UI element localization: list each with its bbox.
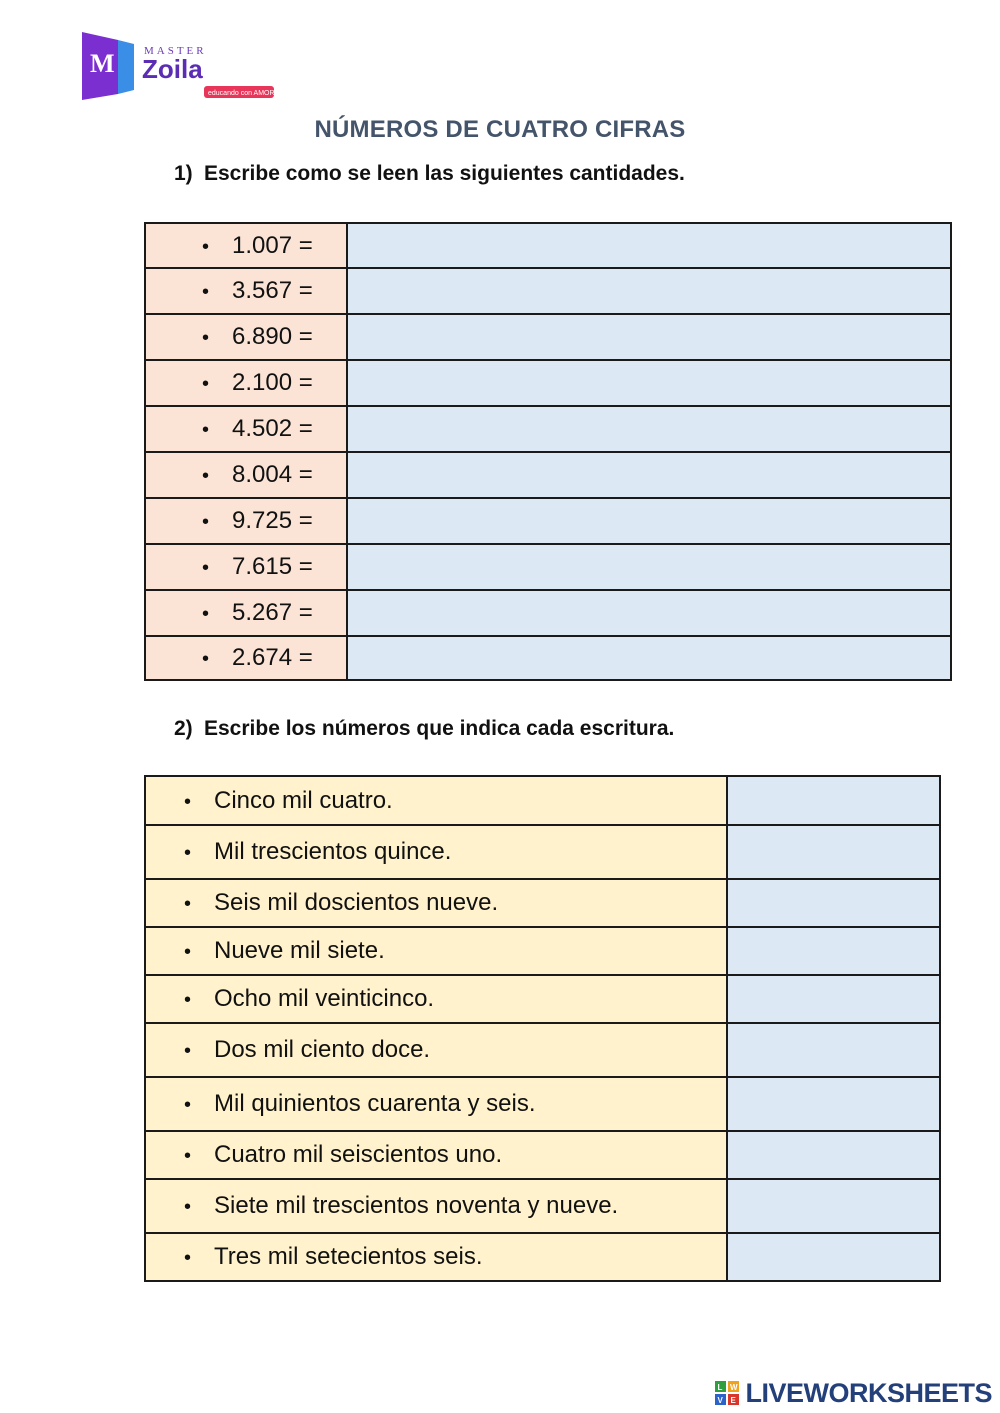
answer-field[interactable] bbox=[727, 1179, 940, 1233]
bullet-icon: • bbox=[184, 1196, 192, 1218]
logo-monogram: M bbox=[90, 49, 115, 78]
bullet-icon: • bbox=[202, 373, 210, 395]
bullet-icon: • bbox=[184, 893, 192, 915]
bullet-icon: • bbox=[202, 419, 210, 441]
answer-field[interactable] bbox=[727, 1233, 940, 1281]
svg-text:E: E bbox=[730, 1396, 737, 1405]
table-row bbox=[145, 452, 951, 498]
liveworksheets-watermark[interactable] bbox=[715, 1379, 992, 1407]
number-label: 4.502 = bbox=[232, 415, 313, 442]
bullet-icon: • bbox=[184, 989, 192, 1011]
bullet-icon: • bbox=[202, 327, 210, 349]
bullet-icon: • bbox=[184, 790, 192, 813]
section1-table bbox=[144, 222, 952, 681]
answer-field[interactable] bbox=[347, 544, 951, 590]
table-row bbox=[145, 1023, 940, 1077]
number-label: 5.267 = bbox=[232, 599, 313, 626]
word-label: Cuatro mil seiscientos uno. bbox=[214, 1141, 503, 1168]
logo-top-text: MASTER bbox=[144, 45, 207, 57]
svg-text:V: V bbox=[717, 1396, 724, 1405]
table-row bbox=[145, 406, 951, 452]
table-row bbox=[145, 544, 951, 590]
bullet-icon: • bbox=[202, 235, 210, 258]
answer-field[interactable] bbox=[347, 498, 951, 544]
table-row bbox=[145, 498, 951, 544]
table-row bbox=[145, 1131, 940, 1179]
section1-number: 1) bbox=[174, 162, 193, 185]
answer-field[interactable] bbox=[727, 825, 940, 879]
table-row bbox=[145, 879, 940, 927]
bullet-icon: • bbox=[184, 842, 192, 864]
section1-instruction-text: Escribe como se leen las siguientes cantidades. bbox=[204, 162, 685, 185]
number-label: 3.567 = bbox=[232, 277, 313, 304]
answer-field[interactable] bbox=[727, 1023, 940, 1077]
table-row bbox=[145, 636, 951, 680]
bullet-icon: • bbox=[184, 941, 192, 963]
svg-text:W: W bbox=[730, 1383, 739, 1392]
answer-field[interactable] bbox=[727, 879, 940, 927]
table-row bbox=[145, 360, 951, 406]
svg-text:L: L bbox=[717, 1383, 723, 1392]
section2-table bbox=[144, 775, 941, 1282]
answer-field[interactable] bbox=[347, 590, 951, 636]
table-row bbox=[145, 590, 951, 636]
number-label: 8.004 = bbox=[232, 461, 313, 488]
word-label: Tres mil setecientos seis. bbox=[214, 1243, 483, 1270]
bullet-icon: • bbox=[202, 603, 210, 625]
table-row bbox=[145, 1179, 940, 1233]
bullet-icon: • bbox=[202, 281, 210, 303]
logo-tagline: educando con AMOR bbox=[208, 90, 275, 97]
answer-field[interactable] bbox=[347, 314, 951, 360]
word-label: Mil quinientos cuarenta y seis. bbox=[214, 1090, 536, 1117]
number-label: 2.674 = bbox=[232, 644, 313, 671]
number-label: 7.615 = bbox=[232, 553, 313, 580]
word-label: Mil trescientos quince. bbox=[214, 838, 452, 865]
table-row bbox=[145, 927, 940, 975]
logo-brand: Zoila bbox=[142, 54, 203, 84]
section2-instruction-text: Escribe los números que indica cada escritura. bbox=[204, 717, 675, 740]
table-row bbox=[145, 268, 951, 314]
answer-field[interactable] bbox=[347, 452, 951, 498]
word-label: Dos mil ciento doce. bbox=[214, 1036, 431, 1063]
bullet-icon: • bbox=[202, 511, 210, 533]
answer-field[interactable] bbox=[347, 360, 951, 406]
answer-field[interactable] bbox=[347, 268, 951, 314]
bullet-icon: • bbox=[184, 1247, 192, 1269]
answer-field[interactable] bbox=[347, 406, 951, 452]
bullet-icon: • bbox=[202, 465, 210, 487]
section2-instruction bbox=[174, 717, 674, 741]
master-zoila-logo bbox=[80, 28, 280, 108]
worksheet-title: NÚMEROS DE CUATRO CIFRAS bbox=[314, 116, 686, 143]
bullet-icon: • bbox=[184, 1145, 192, 1167]
section1-instruction bbox=[174, 162, 685, 186]
watermark-text: LIVEWORKSHEETS bbox=[745, 1377, 992, 1408]
word-label: Seis mil doscientos nueve. bbox=[214, 889, 499, 916]
number-label: 6.890 = bbox=[232, 323, 313, 350]
table-row bbox=[145, 776, 940, 825]
liveworksheets-icon bbox=[715, 1381, 739, 1405]
section2-number: 2) bbox=[174, 717, 193, 740]
bullet-icon: • bbox=[184, 1040, 192, 1062]
answer-field[interactable] bbox=[727, 975, 940, 1023]
answer-field[interactable] bbox=[347, 636, 951, 680]
answer-field[interactable] bbox=[727, 1077, 940, 1131]
bullet-icon: • bbox=[202, 557, 210, 579]
word-label: Siete mil trescientos noventa y nueve. bbox=[214, 1192, 619, 1219]
bullet-icon: • bbox=[184, 1094, 192, 1116]
number-label: 2.100 = bbox=[232, 369, 313, 396]
table-row bbox=[145, 975, 940, 1023]
word-label: Ocho mil veinticinco. bbox=[214, 985, 435, 1012]
table-row bbox=[145, 825, 940, 879]
number-label: 9.725 = bbox=[232, 507, 313, 534]
bullet-icon: • bbox=[202, 648, 210, 670]
number-label: 1.007 = bbox=[232, 231, 313, 259]
answer-field[interactable] bbox=[727, 776, 940, 825]
table-row bbox=[145, 1077, 940, 1131]
word-label: Cinco mil cuatro. bbox=[214, 786, 393, 814]
table-row bbox=[145, 1233, 940, 1281]
answer-field[interactable] bbox=[347, 223, 951, 268]
word-label: Nueve mil siete. bbox=[214, 937, 385, 964]
answer-field[interactable] bbox=[727, 927, 940, 975]
table-row bbox=[145, 223, 951, 268]
answer-field[interactable] bbox=[727, 1131, 940, 1179]
table-row bbox=[145, 314, 951, 360]
